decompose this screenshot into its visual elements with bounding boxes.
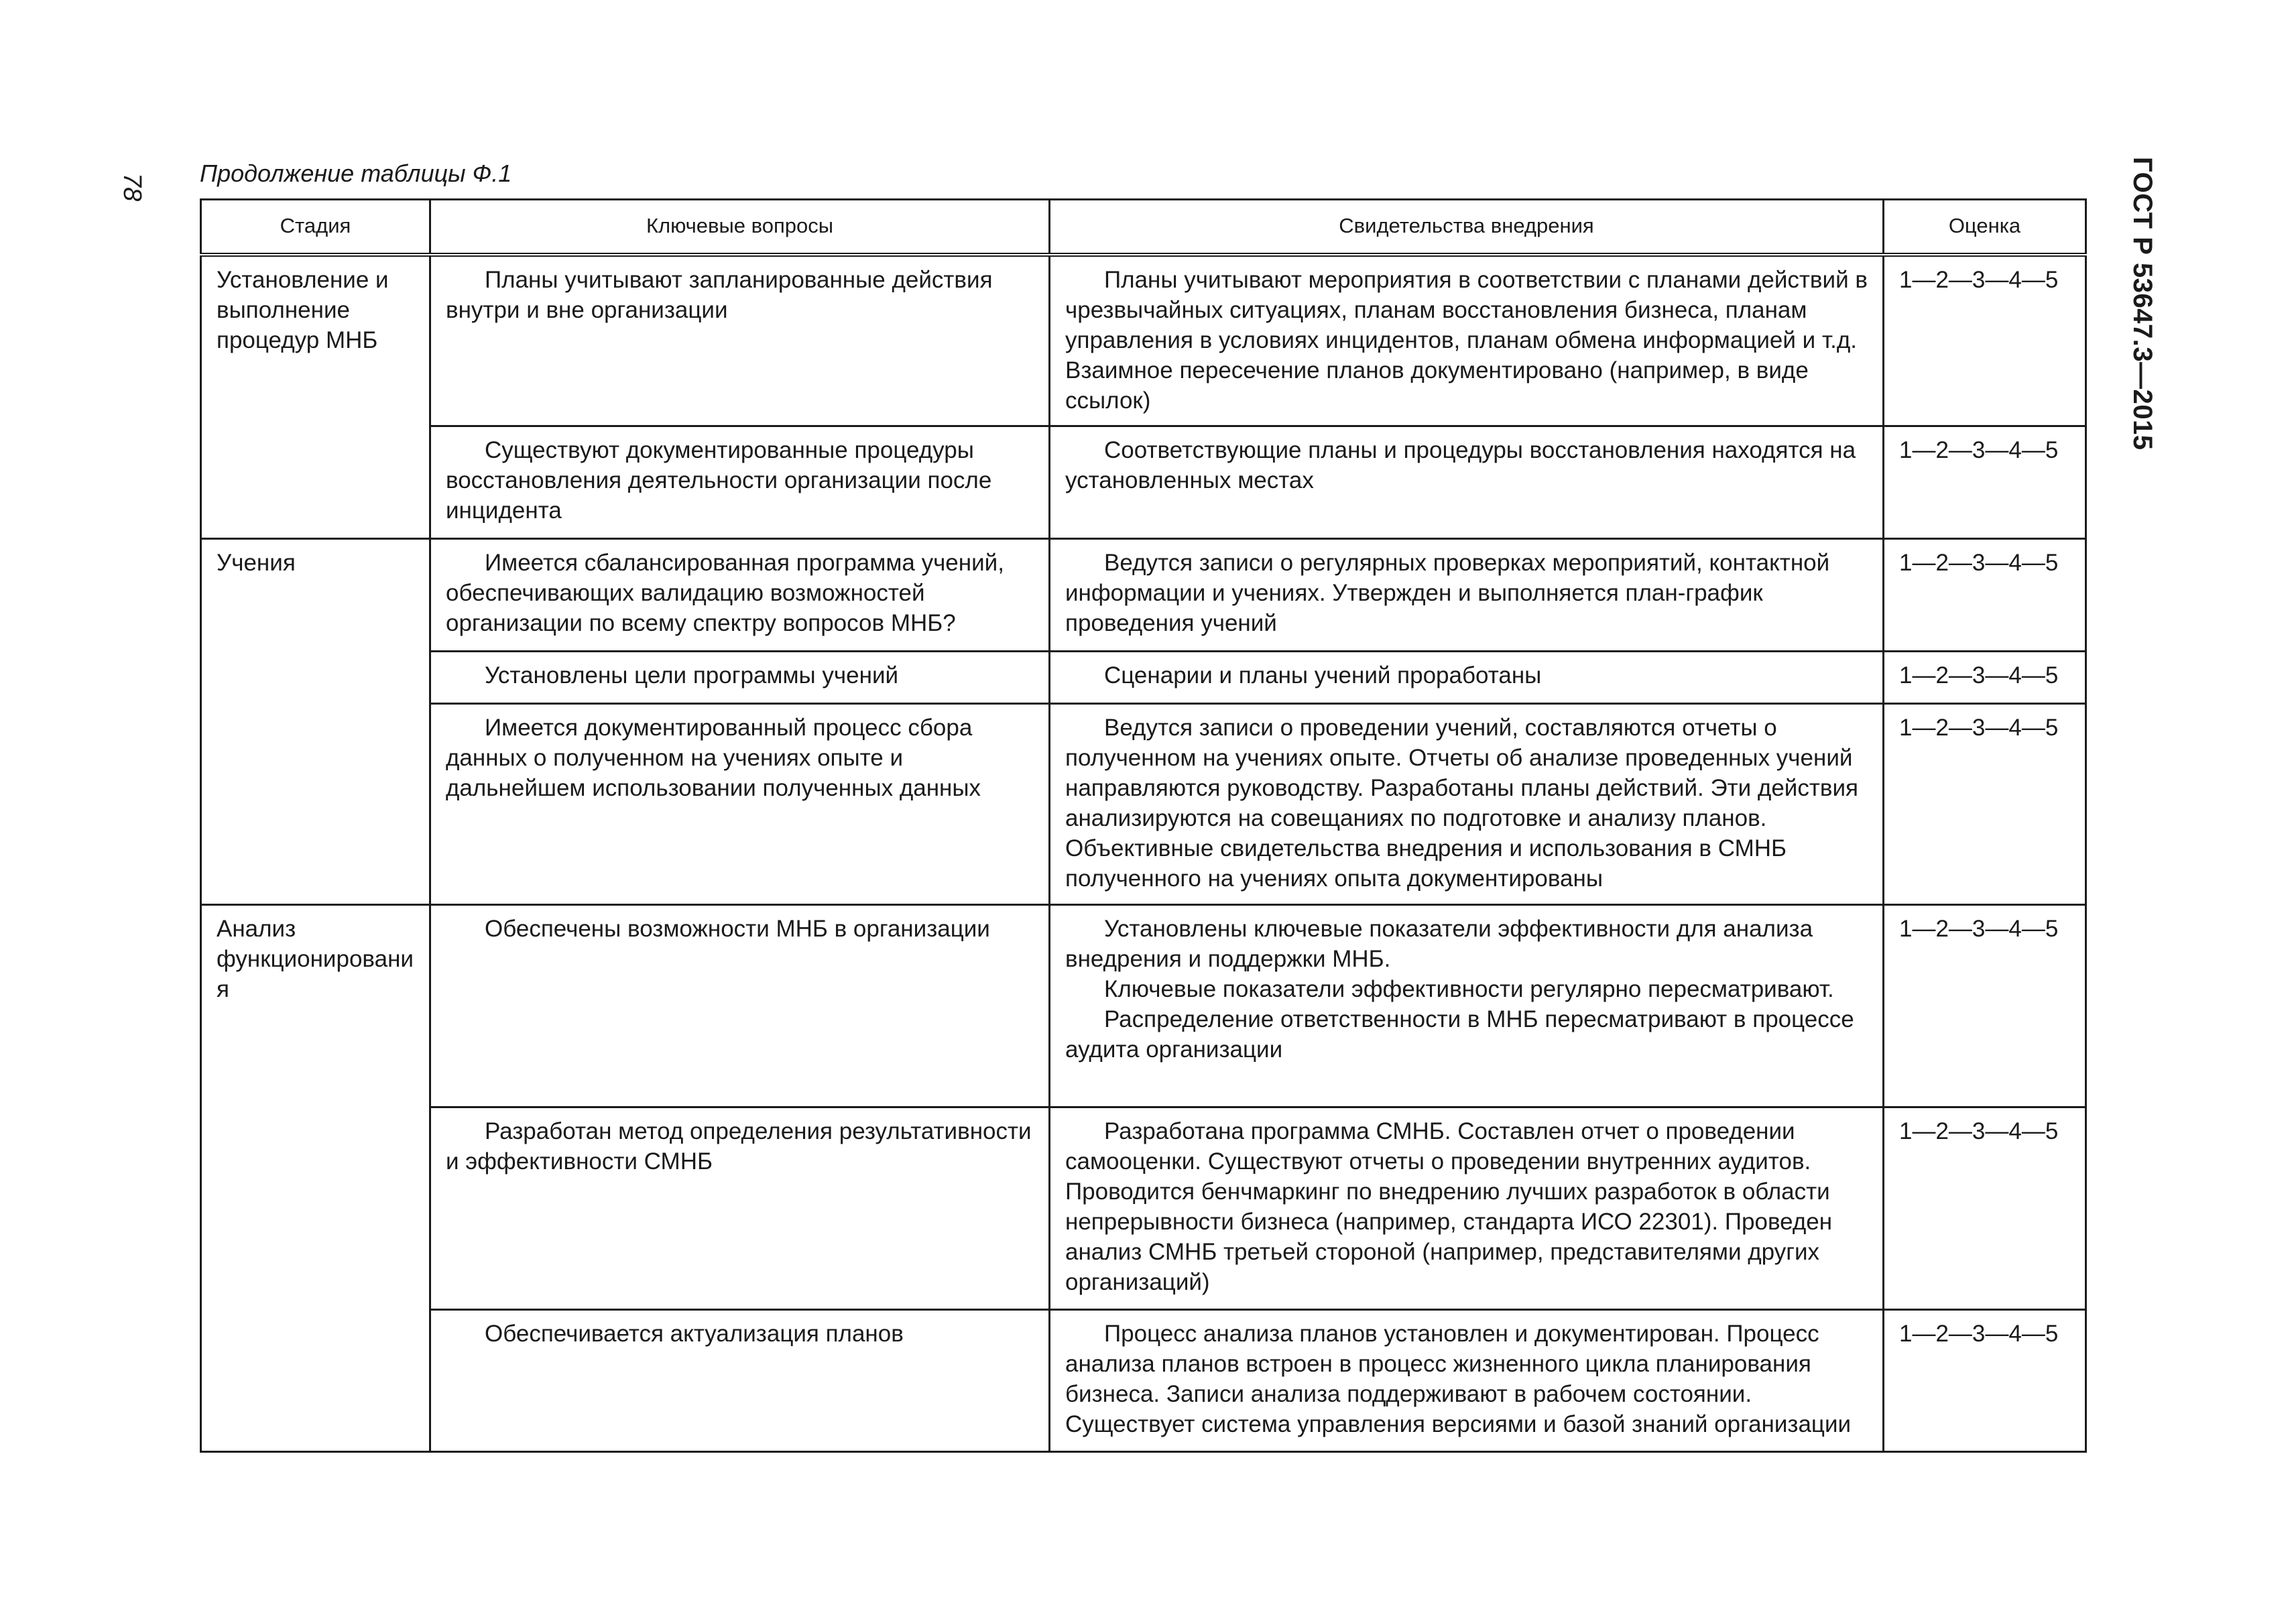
score-cell: 1—2—3—4—5 — [1884, 538, 2086, 651]
assessment-table — [200, 198, 2087, 1453]
evidence-cell — [1050, 904, 1884, 1107]
evidence-cell: Разработана программа СМНБ. Составлен отчет о проведении самооценки. Существуют отчеты о проведении внутренних аудитов. Проводится бенчмаркинг по внедрению лучших разработок в области непрерывности бизнеса (например, стандарта ИСО 22301). Проведен анализ СМНБ третьей стороной (например, представителями других организаций) — [1050, 1107, 1884, 1309]
table-header — [201, 200, 2086, 255]
table-row — [201, 651, 2086, 703]
evidence-paragraph: Установлены ключевые показатели эффективности для анализа внедрения и поддержки МНБ. — [1065, 915, 1813, 972]
evidence-cell: Сценарии и планы учений проработаны — [1050, 651, 1884, 703]
score-cell: 1—2—3—4—5 — [1884, 904, 2086, 1107]
evidence-cell: Соответствующие планы и процедуры восстановления находятся на установленных местах — [1050, 426, 1884, 538]
stage-cell: Установление и выполнение процедур МНБ — [201, 255, 430, 538]
header-key-questions: Ключевые вопросы — [430, 200, 1050, 255]
table-row — [201, 255, 2086, 426]
evidence-cell: Ведутся записи о проведении учений, составляются отчеты о полученном на учениях опыте. Отчеты об анализе проведенных учений направляются руководству. Разработаны планы действий. Эти действия анализируются на совещаниях по подготовке и анализу планов. Объективные свидетельства внедрения и использования в СМНБ полученного на учениях опыта документированы — [1050, 703, 1884, 904]
score-cell: 1—2—3—4—5 — [1884, 651, 2086, 703]
page-number: 78 — [118, 173, 146, 202]
question-cell: Имеется сбалансированная программа учений, обеспечивающих валидацию возможностей организации по всему спектру вопросов МНБ? — [430, 538, 1050, 651]
table-row — [201, 703, 2086, 904]
stage-cell: Учения — [201, 538, 430, 904]
score-cell: 1—2—3—4—5 — [1884, 1107, 2086, 1309]
document-code: ГОСТ Р 53647.3—2015 — [2128, 157, 2157, 450]
table-continuation-caption: Продолжение таблицы Ф.1 — [200, 160, 512, 187]
evidence-paragraph: Распределение ответственности в МНБ пересматривают в процессе аудита организации — [1065, 1006, 1854, 1063]
score-cell: 1—2—3—4—5 — [1884, 255, 2086, 426]
score-cell: 1—2—3—4—5 — [1884, 1309, 2086, 1451]
stage-cell: Анализ функционирования — [201, 904, 430, 1451]
table-row — [201, 426, 2086, 538]
table-row — [201, 904, 2086, 1107]
header-score: Оценка — [1884, 200, 2086, 255]
table-row — [201, 1309, 2086, 1451]
score-cell: 1—2—3—4—5 — [1884, 426, 2086, 538]
evidence-cell: Процесс анализа планов установлен и документирован. Процесс анализа планов встроен в процесс жизненного цикла планирования бизнеса. Записи анализа поддерживают в рабочем состоянии. Существует система управления версиями и базой знаний организации — [1050, 1309, 1884, 1451]
score-cell: 1—2—3—4—5 — [1884, 703, 2086, 904]
question-cell: Имеется документированный процесс сбора данных о полученном на учениях опыте и дальнейшем использовании полученных данных — [430, 703, 1050, 904]
evidence-cell: Ведутся записи о регулярных проверках мероприятий, контактной информации и учениях. Утвержден и выполняется план-график проведения учений — [1050, 538, 1884, 651]
table-row — [201, 538, 2086, 651]
header-stage: Стадия — [201, 200, 430, 255]
question-cell: Планы учитывают запланированные действия внутри и вне организации — [430, 255, 1050, 426]
header-evidence: Свидетельства внедрения — [1050, 200, 1884, 255]
question-cell: Разработан метод определения результативности и эффективности СМНБ — [430, 1107, 1050, 1309]
question-cell: Обеспечивается актуализация планов — [430, 1309, 1050, 1451]
table-row — [201, 1107, 2086, 1309]
evidence-cell: Планы учитывают мероприятия в соответствии с планами действий в чрезвычайных ситуациях, планам восстановления бизнеса, планам управления в условиях инцидентов, планам обмена информацией и т.д. Взаимное пересечение планов документировано (например, в виде ссылок) — [1050, 255, 1884, 426]
question-cell: Обеспечены возможности МНБ в организации — [430, 904, 1050, 1107]
question-cell: Существуют документированные процедуры восстановления деятельности организации после инцидента — [430, 426, 1050, 538]
evidence-paragraph: Ключевые показатели эффективности регулярно пересматривают. — [1104, 975, 1834, 1002]
question-cell: Установлены цели программы учений — [430, 651, 1050, 703]
